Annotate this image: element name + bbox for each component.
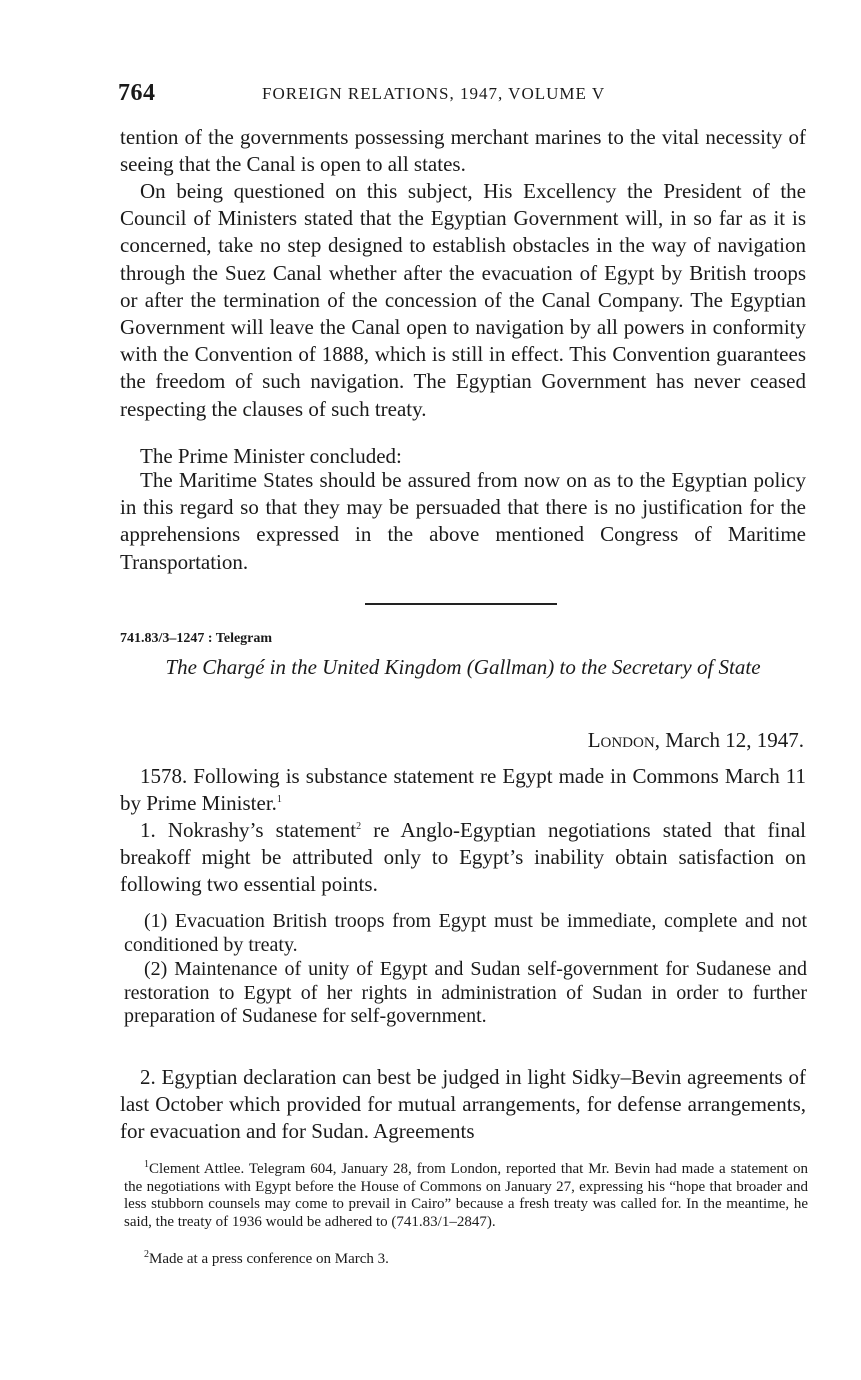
telegram-paragraph-sidky-bevin: 2. Egyptian declaration can best be judged in light Sidky–Bevin agreements of last October which provided for mutual arrangements, for defense arrangements, for evacuation and for Sudan. Agreements [120,1065,806,1144]
telegram-paragraph-text: 1578. Following is substance statement re Egypt made in Commons March 11 by Prime Minister. [120,764,806,816]
footnote-2 [124,1251,808,1269]
dateline-date: , March 12, 1947. [654,728,804,752]
page-number: 764 [118,80,156,106]
paragraph-suez-statement: On being questioned on this subject, His Excellency the President of the Council of Ministers stated that the Egyptian Government will, in so far as it is concerned, take no step designed to establish obstacles in the way of navigation through the Suez Canal whether after the evacuation of Egypt by British troops or after the termination of the concession of the Canal Company. The Egyptian Government will leave the Canal open to navigation by all powers in conformity with the Convention of 1888, which is still in effect. This Convention guarantees the freedom of such navigation. The Egyptian Government has never ceased respecting the clauses of such treaty. [120,179,806,421]
dateline [588,728,804,753]
essential-point-2: (2) Maintenance of unity of Egypt and Sudan self-government for Sudanese and restoration to Egypt of her rights in administration of Sudan in order to further preparation of Sudanese for self-government. [124,958,807,1028]
footnote-1 [124,1161,808,1231]
dateline-place: London [587,728,655,752]
essential-point-1: (1) Evacuation British troops from Egypt must be immediate, complete and not conditioned by treaty. [124,910,807,956]
section-divider [365,603,557,605]
footnote-mark-1: 1 [144,1159,149,1170]
paragraph-prime-minister-concluded: The Prime Minister concluded: [140,444,402,468]
footnote-2-text: Made at a press conference on March 3. [149,1251,389,1267]
telegram-paragraph-nokrashy [120,817,806,899]
document-title: The Chargé in the United Kingdom (Gallman) to the Secretary of State [165,655,761,679]
telegram-paragraph-text: re Anglo-Egyptian negotiations stated that final breakoff might be attributed only to Egypt’s inability obtain satisfaction on following two essential points. [120,818,806,897]
footnote-1-text: Clement Attlee. Telegram 604, January 28, from London, reported that Mr. Bevin had made a statement on the negotiations with Egypt before the House of Commons on January 27, expressing his “hope that broader and less stubborn counsels may come to prevail in Cairo” because a fresh treaty was called for. In the meantime, he said, the treaty of 1936 would be adhered to (741.83/1–2847). [124,1161,808,1230]
running-title: FOREIGN RELATIONS, 1947, VOLUME V [262,84,606,103]
telegram-paragraph-1578 [120,763,806,817]
footnote-ref-2: 2 [356,821,362,832]
document-file-number: 741.83/3–1247 : Telegram [120,631,273,646]
page-header [118,80,806,110]
continued-paragraph: tention of the governments possessing merchant marines to the vital necessity of seeing that the Canal is open to all states. [120,125,806,177]
paragraph-maritime-states: The Maritime States should be assured from now on as to the Egyptian policy in this regard so that they may be persuaded that there is no justification for the apprehensions expressed in the above mentioned Congress of Maritime Transportation. [120,468,806,574]
footnote-mark-2: 2 [144,1249,149,1260]
footnote-ref-1: 1 [276,794,282,806]
telegram-paragraph-text: 1. Nokrashy’s statement [140,818,357,842]
